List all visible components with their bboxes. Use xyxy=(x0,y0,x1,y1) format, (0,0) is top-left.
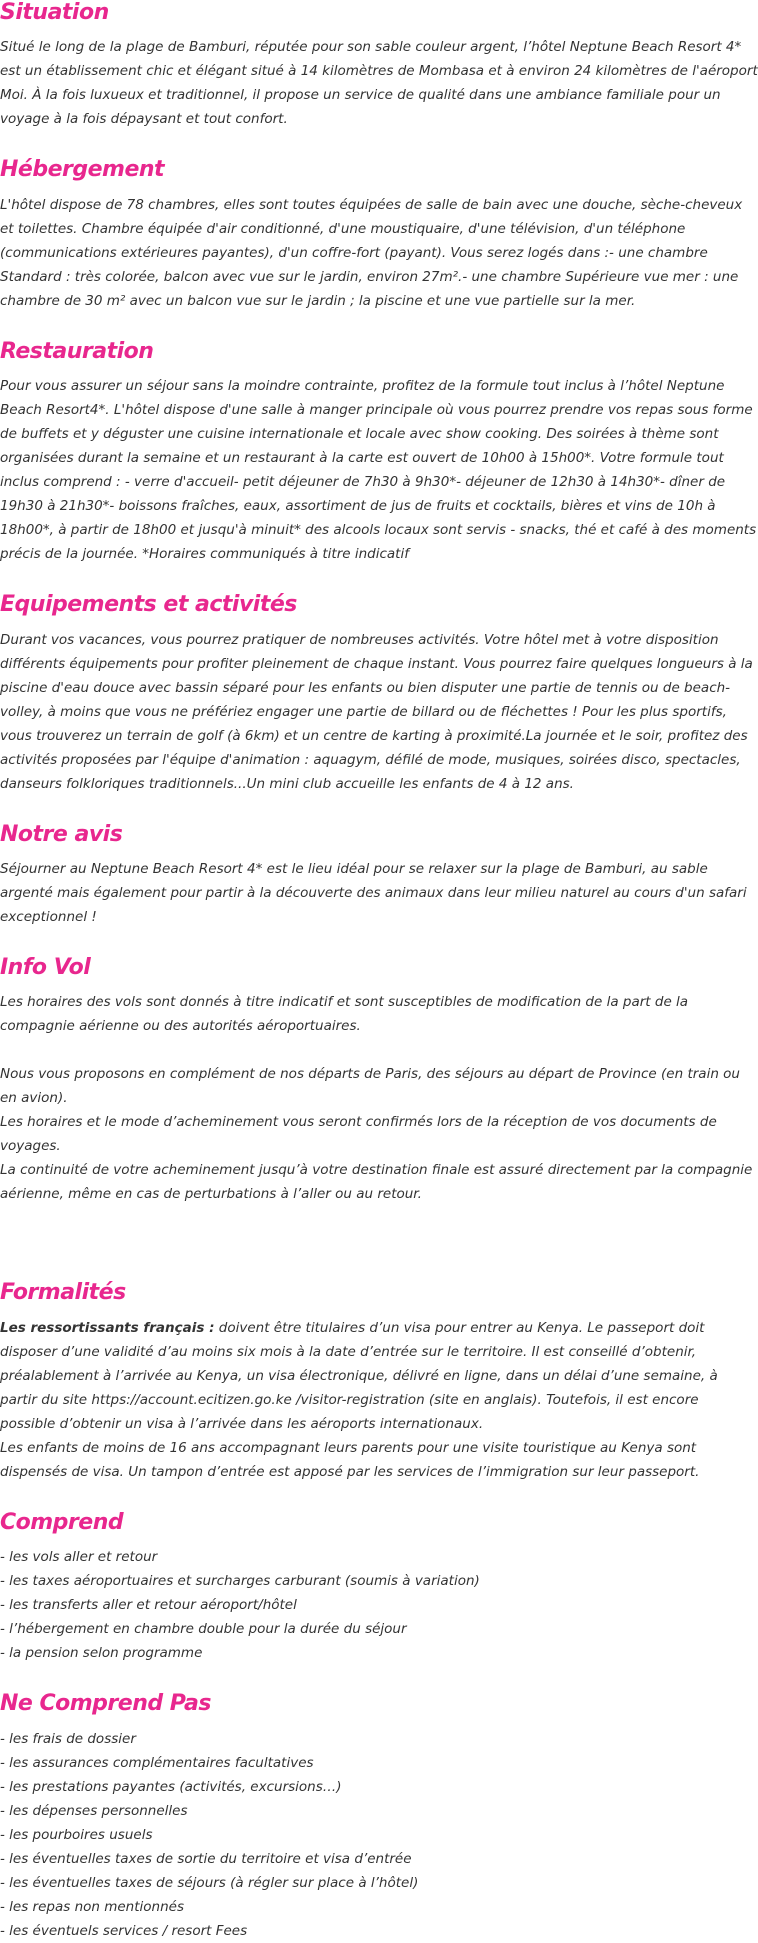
section-title: Ne Comprend Pas xyxy=(0,1691,211,1717)
bold-label: Les ressortissants français : xyxy=(0,1319,215,1336)
section-title: Notre avis xyxy=(0,821,123,847)
section-text: Les horaires et le mode d’acheminement vous seront confirmés lors de la réception de vos documents de voyages. xyxy=(0,1114,717,1155)
section-ne-comprend-pas xyxy=(0,1691,758,1942)
section-avis xyxy=(0,822,758,929)
list-item: - les taxes aéroportuaires et surcharges carburant (soumis à variation) xyxy=(0,1573,480,1590)
list-item: - l’hébergement en chambre double pour la durée du séjour xyxy=(0,1621,407,1638)
section-hebergement xyxy=(0,157,758,312)
list-item: - les frais de dossier xyxy=(0,1730,136,1747)
section-text: Les horaires des vols sont donnés à titre indicatif et sont susceptibles de modification de la part de la compagnie aérienne ou des autorités aéroportuaires. xyxy=(0,994,689,1035)
section-text: Pour vous assurer un séjour sans la moindre contrainte, profitez de la formule tout inclus à l’hôtel Neptune Beach Resort4*. L'hôtel dispose d'une salle à manger principale où vous pourrez prendre vos repas sous forme de buffets et y déguster une cuisine internationale et locale avec show cooking. Des soirées à thème sont organisées durant la semaine et un restaurant à la carte est ouvert de 10h00 à 15h00*. Votre formule tout inclus comprend : - verre d'accueil- petit déjeuner de 7h30 à 9h30*- déjeuner de 12h30 à 14h30*- dîner de 19h30 à 21h30*- boissons fraîches, eaux, assortiment de jus de fruits et cocktails, bières et vins de 10h à 18h00*, à partir de 18h00 et jusqu'à minuit* des alcools locaux sont servis - snacks, thé et café à des moments précis de la journée. *Horaires communiqués à titre indicatif xyxy=(0,378,757,563)
list-item: - les pourboires usuels xyxy=(0,1826,153,1843)
section-title: Equipements et activités xyxy=(0,592,297,618)
section-restauration xyxy=(0,339,758,566)
list-item: - les vols aller et retour xyxy=(0,1549,158,1566)
section-text xyxy=(0,1316,758,1436)
list-item: - les éventuels services / resort Fees xyxy=(0,1922,248,1939)
list-item: - les transferts aller et retour aéroport/hôtel xyxy=(0,1597,297,1614)
section-text: La continuité de votre acheminement jusqu’à votre destination finale est assuré directement par la compagnie aérienne, même en cas de perturbations à l’aller ou au retour. xyxy=(0,1162,753,1203)
section-title: Hébergement xyxy=(0,157,165,183)
list-item: - la pension selon programme xyxy=(0,1645,203,1662)
section-title: Formalités xyxy=(0,1280,126,1306)
section-equipements xyxy=(0,592,758,795)
section-situation xyxy=(0,0,758,131)
list-item: - les assurances complémentaires facultatives xyxy=(0,1754,314,1771)
section-text: Nous vous proposons en complément de nos départs de Paris, des séjours au départ de Province (en train ou en avion). xyxy=(0,1066,740,1107)
section-title: Restauration xyxy=(0,338,154,364)
section-info-vol xyxy=(0,955,758,1254)
section-text-body: doivent être titulaires d’un visa pour entrer au Kenya. Le passeport doit disposer d’une validité d’au moins six mois à la date d’entrée sur le territoire. Il est conseillé d’obtenir, préalablement à l’arrivée au Kenya, un visa électronique, délivré en ligne, dans un délai d’une semaine, à partir du site https://account.ecitizen.go.ke /visitor-registration (site en anglais). Toutefois, il est encore possible d’obtenir un visa à l’arrivée dans les aéroports internationaux. xyxy=(0,1319,718,1432)
section-text: Durant vos vacances, vous pourrez pratiquer de nombreuses activités. Votre hôtel met à votre disposition différents équipements pour profiter pleinement de chaque instant. Vous pourrez faire quelques longueurs à la piscine d'eau douce avec bassin séparé pour les enfants ou bien disputer une partie de tennis ou de beach-volley, à moins que vous ne préfériez engager une partie de billard ou de fléchettes ! Pour les plus sportifs, vous trouverez un terrain de golf (à 6km) et un centre de karting à proximité.La journée et le soir, profitez des activités proposées par l'équipe d'animation : aquagym, défilé de mode, musiques, soirées disco, spectacles, danseurs folkloriques traditionnels...Un mini club accueille les enfants de 4 à 12 ans. xyxy=(0,631,753,792)
section-title: Situation xyxy=(0,0,109,25)
section-text: L'hôtel dispose de 78 chambres, elles sont toutes équipées de salle de bain avec une douche, sèche-cheveux et toilettes. Chambre équipée d'air conditionné, d'une moustiquaire, d'une télévision, d'un téléphone (communications extérieures payantes), d'un coffre-fort (payant). Vous serez logés dans :- une chambre Standard : très colorée, balcon avec vue sur le jardin, environ 27m².- une chambre Supérieure vue mer : une chambre de 30 m² avec un balcon vue sur le jardin ; la piscine et une vue partielle sur la mer. xyxy=(0,196,743,309)
section-text: Séjourner au Neptune Beach Resort 4* est le lieu idéal pour se relaxer sur la plage de Bamburi, au sable argenté mais également pour partir à la découverte des animaux dans leur milieu naturel au cours d'un safari exceptionnel ! xyxy=(0,860,747,925)
section-title: Info Vol xyxy=(0,954,91,980)
list-item: - les éventuelles taxes de séjours (à régler sur place à l’hôtel) xyxy=(0,1874,419,1891)
list-item: - les éventuelles taxes de sortie du territoire et visa d’entrée xyxy=(0,1850,412,1867)
list-item: - les dépenses personnelles xyxy=(0,1802,188,1819)
list-item: - les prestations payantes (activités, excursions…) xyxy=(0,1778,342,1795)
section-title: Comprend xyxy=(0,1509,124,1535)
list-item: - les repas non mentionnés xyxy=(0,1898,184,1915)
section-comprend xyxy=(0,1510,758,1665)
section-text: Les enfants de moins de 16 ans accompagnant leurs parents pour une visite touristique au Kenya sont dispensés de visa. Un tampon d’entrée est apposé par les services de l’immigration sur leur passeport. xyxy=(0,1439,700,1480)
section-text: Situé le long de la plage de Bamburi, réputée pour son sable couleur argent, l’hôtel Neptune Beach Resort 4* est un établissement chic et élégant situé à 14 kilomètres de Mombasa et à environ 24 kilomètres de l'aéroport Moi. À la fois luxueux et traditionnel, il propose un service de qualité dans une ambiance familiale pour un voyage à la fois dépaysant et tout confort. xyxy=(0,39,758,128)
section-formalites xyxy=(0,1280,758,1483)
